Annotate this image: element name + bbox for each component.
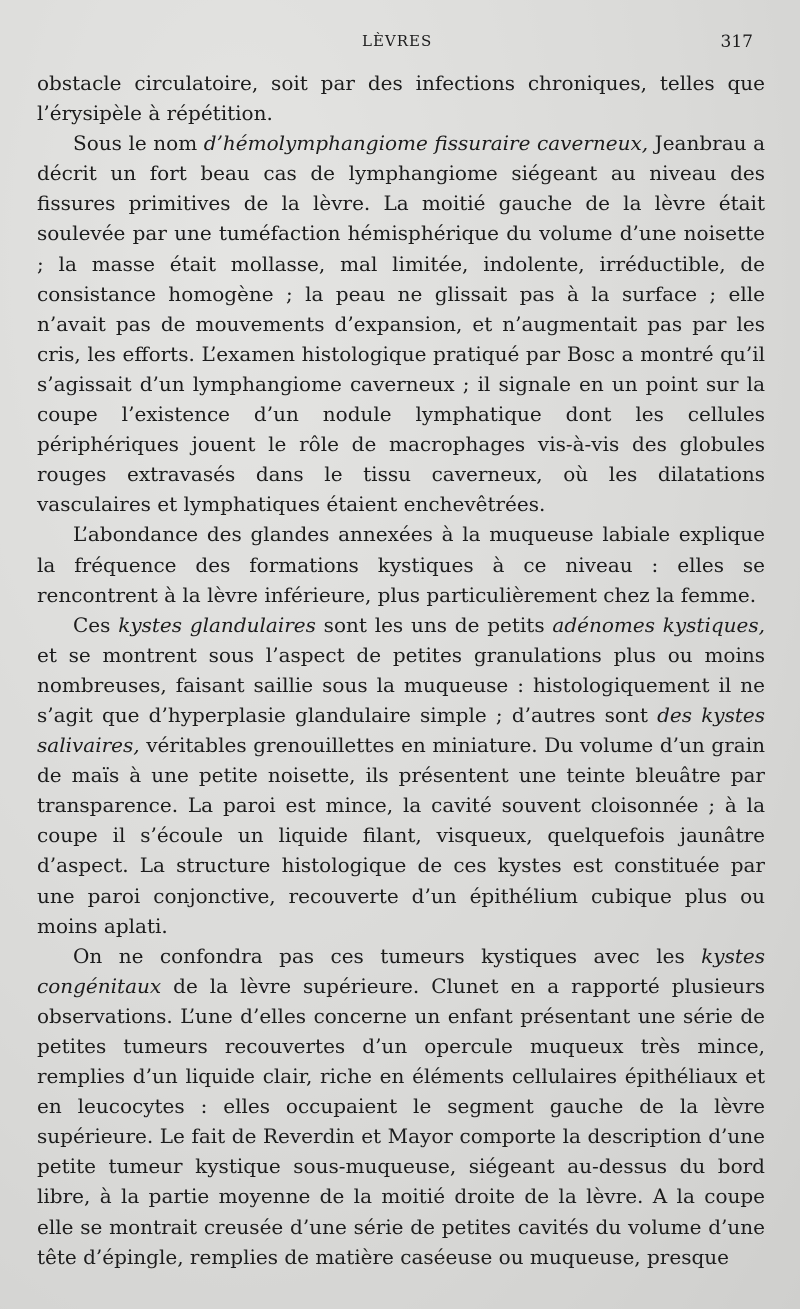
running-title: LÈVRES <box>362 32 433 50</box>
paragraph-kystes-congenitaux <box>37 941 765 1272</box>
italic-term: d’hémolymphangiome fissuraire caverneux, <box>203 131 649 156</box>
italic-term: kystes glandulaires <box>118 612 316 637</box>
text-segment: véritables grenouillettes en miniature. Du volume d’un grain de maïs à une petite noisette, ils présentent une teinte bleuâtre par transparence. La paroi est mince, la cavité souvent cloisonnée ; à la coupe il s’écoule un liquide filant, visqueux, quelquefois jaunâtre d’aspect. La structure histologique de ces kystes est constituée par une paroi conjonctive, recouverte d’un épithélium cubique plus ou moins aplati. <box>37 733 765 938</box>
italic-term: adénomes kystiques, <box>552 612 766 637</box>
paragraph-glandes-annexees <box>37 519 765 609</box>
text-segment: Ces <box>73 612 119 637</box>
italic-term: kystes congénitaux <box>37 943 765 998</box>
text-segment: et se montrent sous l’aspect de petites granulations plus ou moins nombreuses, faisant saillie sous la muqueuse : histologiquement il ne s’agit que d’hyperplasie glandulaire simple ; d’autres sont <box>37 642 765 727</box>
paragraph-kystes-glandulaires <box>37 610 765 941</box>
text-segment: de la lèvre supérieure. Clunet en a rapporté plusieurs observations. L’une d’elles concerne un enfant présentant une série de petites tumeurs recouvertes d’un opercule muqueux très mince, remplies d’un liquide clair, riche en éléments cellulaires épithéliaux et en leucocytes : elles occupaient le segment gauche de la lèvre supérieure. Le fait de Reverdin et Mayor comporte la description d’une petite tumeur kystique sous-muqueuse, siégeant au-dessus du bord libre, à la partie moyenne de la moitié droite de la lèvre. A la coupe elle se montrait creusée d’une série de petites cavités du volume d’une tête d’épingle, remplies de matière caséeuse ou muqueuse, presque <box>37 973 765 1269</box>
body-text <box>37 68 765 1272</box>
paragraph-continuation <box>37 68 765 128</box>
text-segment: Sous le nom <box>73 131 204 156</box>
text-segment: On ne confondra pas ces tumeurs kystiques avec les <box>73 943 702 968</box>
italic-term: des kystes salivaires, <box>37 702 766 758</box>
text-segment: sont les uns de petits <box>315 612 553 637</box>
page-number: 317 <box>720 32 753 52</box>
text-segment: obstacle circulatoire, soit par des infections chroniques, telles que l’érysipèle à répétition. <box>37 71 765 126</box>
page-header <box>0 30 800 54</box>
paragraph-hemolymphangiome <box>37 128 765 519</box>
text-segment: Jeanbrau a décrit un fort beau cas de lymphangiome siégeant au niveau des fissures primitives de la lèvre. La moitié gauche de la lèvre était soulevée par une tuméfaction hémisphérique du volume d’une noisette ; la masse était mollasse, mal limitée, indolente, irréductible, de consistance homogène ; la peau ne glissait pas à la surface ; elle n’avait pas de mouvements d’expansion, et n’augmentait pas par les cris, les efforts. L’examen histologique pratiqué par Bosc a montré qu’il s’agissait d’un lymphangiome caverneux ; il signale en un point sur la coupe l’existence d’un nodule lymphatique dont les cellules périphériques jouent le rôle de macrophages vis-à-vis des globules rouges extravasés dans le tissu caverneux, où les dilatations vasculaires et lymphatiques étaient enchevêtrées. <box>37 131 766 517</box>
text-segment: L’abondance des glandes annexées à la muqueuse labiale explique la fréquence des formations kystiques à ce niveau : elles se rencontrent à la lèvre inférieure, plus particulièrement chez la femme. <box>37 522 765 607</box>
